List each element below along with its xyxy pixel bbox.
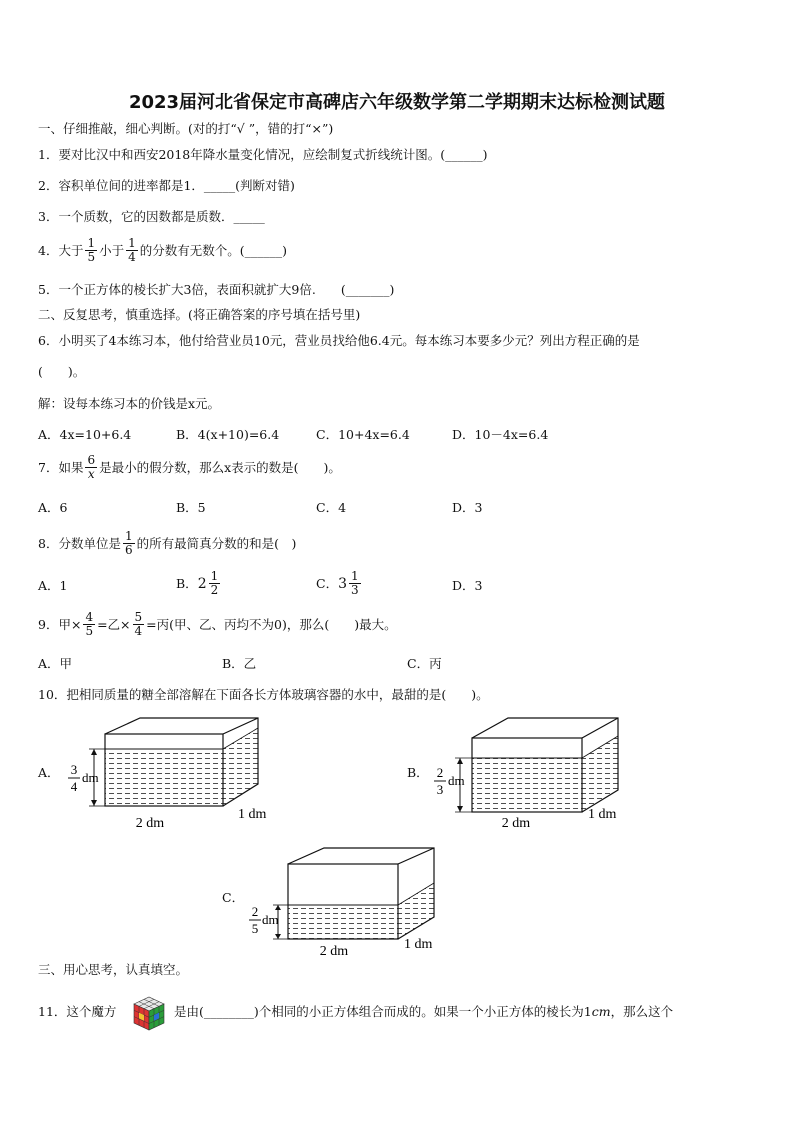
height-unit-a: dm <box>82 770 99 785</box>
q8-option-a: A．1 <box>38 578 68 593</box>
water-side-c <box>398 883 434 939</box>
width-label-a: 1 dm <box>238 807 267 822</box>
q6-option-b: B．4(x+10)=6.4 <box>176 427 280 442</box>
q9-option-c: C．丙 <box>407 656 442 671</box>
q9-option-b: B．乙 <box>222 656 257 671</box>
q9-option-a: A．甲 <box>38 656 73 671</box>
q4-middle: 小于 <box>99 242 125 258</box>
q8-prefix: 8．分数单位是 <box>38 535 121 551</box>
q8-fraction: $\frac{1}{6}$ <box>124 529 133 557</box>
question-6-hint: 解：设每本练习本的价钱是x元。 <box>38 396 221 411</box>
width-label-c: 1 dm <box>404 937 433 952</box>
question-11-prefix: 11．这个魔方 <box>38 1004 117 1019</box>
q10-option-c-label: C． <box>222 890 245 905</box>
q10-option-b-label: B． <box>407 765 429 780</box>
q8-option-c: C． 3 $\frac{1}{3}$ <box>316 569 359 597</box>
q8-suffix: 的所有最简真分数的和是( ) <box>136 535 297 551</box>
q8-option-b: B． 2 $\frac{1}{2}$ <box>176 569 219 597</box>
q4-fraction-2: $\frac{1}{4}$ <box>128 236 136 264</box>
page-title: 2023届河北省保定市高碑店六年级数学第二学期期末达标检测试题 <box>128 92 666 113</box>
width-label-b: 1 dm <box>588 807 617 822</box>
height-den-b: 3 <box>436 782 444 797</box>
height-num-c: 2 <box>251 904 259 919</box>
length-label-b: 2 dm <box>501 816 531 831</box>
height-unit-c: dm <box>262 912 279 927</box>
section2-heading: 二、反复思考，慎重选择。(将正确答案的序号填在括号里) <box>38 307 361 322</box>
q4-suffix: 的分数有无数个。(______) <box>139 242 288 258</box>
question-3: 3．一个质数，它的因数都是质数．_____ <box>38 209 265 224</box>
section1-heading: 一、仔细推敲，细心判断。(对的打“√ ”，错的打“×”) <box>38 121 334 136</box>
q9-fraction-1: $\frac{4}{5}$ <box>85 610 94 638</box>
water-fill-c <box>288 905 398 939</box>
q7-suffix: 是最小的假分数，那么x表示的数是( )。 <box>99 459 341 475</box>
question-8 <box>38 530 296 557</box>
question-10-stem: 10．把相同质量的糖全部溶解在下面各长方体玻璃容器的水中，最甜的是( )。 <box>38 687 489 702</box>
q7-option-c: C．4 <box>316 500 347 515</box>
container-b-diagram <box>428 716 638 836</box>
length-label-a: 2 dm <box>135 816 165 831</box>
height-unit-b: dm <box>448 773 465 788</box>
q9-middle: =乙× <box>97 616 131 632</box>
section3-heading: 三、用心思考，认真填空。 <box>38 962 189 977</box>
q9-suffix: =丙(甲、乙、丙均不为0)，那么( )最大。 <box>146 616 397 632</box>
height-num-a: 3 <box>70 762 78 777</box>
q6-option-a: A．4x=10+6.4 <box>38 427 132 442</box>
water-fill-b <box>472 758 582 812</box>
q7-fraction: $\frac{6}{x}$ <box>87 453 96 481</box>
question-4 <box>38 237 287 264</box>
question-7 <box>38 454 341 481</box>
water-fill-a <box>105 749 223 806</box>
length-label-c: 2 dm <box>319 944 349 959</box>
container-c-diagram <box>244 846 454 961</box>
q7-prefix: 7．如果 <box>38 459 84 475</box>
question-1: 1．要对比汉中和西安2018年降水量变化情况，应绘制复式折线统计图。(______) <box>38 147 488 162</box>
rubiks-cube-icon <box>130 994 168 1032</box>
question-6-paren: ( )。 <box>38 364 86 379</box>
q4-fraction-1: $\frac{1}{5}$ <box>87 236 96 264</box>
container-a-diagram <box>60 716 270 836</box>
q11-unit: cm <box>591 1004 611 1019</box>
height-den-c: 5 <box>251 921 259 936</box>
q10-option-a-label: A． <box>38 765 60 780</box>
q9-fraction-2: $\frac{5}{4}$ <box>134 610 143 638</box>
q7-option-a: A．6 <box>38 500 68 515</box>
q7-option-d: D．3 <box>452 500 483 515</box>
q7-option-b: B．5 <box>176 500 206 515</box>
question-6-stem: 6．小明买了4本练习本，他付给营业员10元，营业员找给他6.4元。每本练习本要多少元？列出方程正确的是 <box>38 333 640 348</box>
question-9 <box>38 611 397 638</box>
q4-prefix: 4．大于 <box>38 242 84 258</box>
q9-prefix: 9．甲× <box>38 616 82 632</box>
question-2: 2．容积单位间的进率都是1．_____(判断对错) <box>38 178 295 193</box>
height-den-a: 4 <box>70 779 78 794</box>
q8-option-d: D．3 <box>452 578 483 593</box>
q6-option-d: D．10－4x=6.4 <box>452 427 549 442</box>
height-num-b: 2 <box>436 765 444 780</box>
question-5: 5．一个正方体的棱长扩大3倍，表面积就扩大9倍. (_______) <box>38 282 395 297</box>
question-11-text: 是由(________)个相同的小正方体组合而成的。如果一个小正方体的棱长为1 cm ，那么这个 <box>174 1004 674 1019</box>
q6-option-c: C．10+4x=6.4 <box>316 427 410 442</box>
